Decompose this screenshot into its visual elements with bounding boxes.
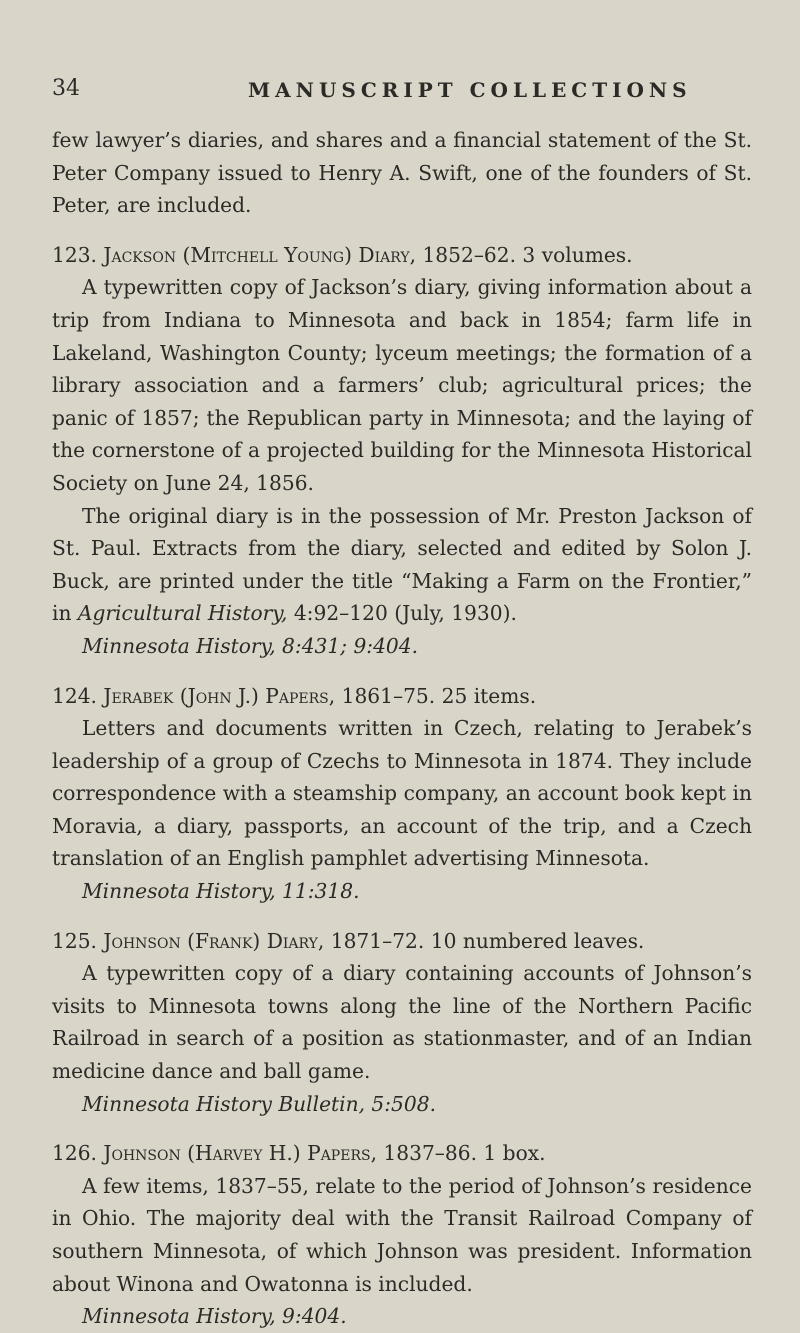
entry-given-name: (Frank): [187, 928, 261, 953]
entry-given-name: (Mitchell Young): [182, 242, 352, 267]
entry-given-name: (Harvey H.): [187, 1141, 301, 1166]
page-number: 34: [52, 76, 80, 101]
entry-description: A typewritten copy of Jackson’s diary, giving information about a trip from Indiana to Minnesota and back in 1854; farm life in Lakeland, Washington County; lyceum meetings; the formation of a library association and a farmers’ club; agricultural prices; the panic of 1857; the Republican party in Minnesota; and the laying of the cornerstone of a projected building for the Minnesota Historical Society on June 24, 1856.: [52, 275, 752, 495]
entry-type: Diary,: [266, 928, 325, 953]
entry-heading: [52, 239, 752, 272]
entry-surname: Jerabek: [103, 683, 174, 708]
entry-124: [52, 680, 752, 908]
entry-given-name: (John J.): [179, 683, 259, 708]
entry-type: Papers,: [307, 1141, 377, 1166]
running-head: [52, 76, 748, 106]
entry-number: 123.: [52, 242, 97, 267]
entry-citation: Minnesota History Bulletin, 5:508.: [82, 1091, 437, 1116]
entry-125: [52, 925, 752, 1121]
entry-description: Letters and documents written in Czech, relating to Jerabek’s leadership of a group of Czechs to Minnesota in 1874. They include correspondence with a steamship company, an account book kept in Moravia, a diary, passports, an account of the trip, and a Czech translation of an English pamphlet advertising Minnesota.: [52, 716, 752, 871]
entry-surname: Johnson: [103, 928, 181, 953]
entry-description: A typewritten copy of a diary containing accounts of Johnson’s visits to Minnesota towns along the line of the Northern Pacific Railroad in search of a position as stationmaster, and of an Indian medicine dance and ball game.: [52, 961, 752, 1084]
entry-surname: Jackson: [103, 242, 177, 267]
entry-type: Papers,: [265, 683, 336, 708]
page-body: [52, 124, 752, 1333]
entry-number: 124.: [52, 683, 97, 708]
entry-description: A few items, 1837–55, relate to the period of Johnson’s residence in Ohio. The majority deal with the Transit Railroad Company of southern Minnesota, of which Johnson was president. Information about Winona and Owatonna is included.: [52, 1173, 752, 1296]
intro-paragraph: few lawyer’s diaries, and shares and a financial statement of the St. Peter Company issued to Henry A. Swift, one of the founders of St. Peter, are included.: [52, 128, 752, 218]
entry-note-reference: 4:92–120 (July, 1930).: [287, 601, 517, 626]
entry-type: Diary,: [358, 242, 417, 267]
entry-heading: [52, 925, 752, 958]
entry-citation: Minnesota History, 9:404.: [82, 1304, 347, 1329]
entry-extent: 1837–86. 1 box.: [383, 1141, 546, 1166]
entry-note: [52, 500, 752, 630]
entry-heading: [52, 680, 752, 713]
entry-note-text: The original diary is in the possession of Mr. Preston Jackson of St. Paul. Extracts from the diary, selected and edited by Solon J. Buck, are printed under the title “Making a Farm on the Frontier,” in: [52, 503, 752, 626]
entry-number: 125.: [52, 928, 97, 953]
entry-126: [52, 1137, 752, 1333]
entry-heading: [52, 1137, 752, 1170]
running-title: MANUSCRIPT COLLECTIONS: [248, 78, 692, 102]
entry-surname: Johnson: [103, 1141, 181, 1166]
entry-note-journal: Agricultural History,: [77, 601, 288, 626]
entry-number: 126.: [52, 1141, 97, 1166]
entry-extent: 1871–72. 10 numbered leaves.: [330, 928, 645, 953]
entry-123: [52, 239, 752, 663]
entry-citation: Minnesota History, 11:318.: [82, 879, 360, 904]
entry-extent: 1852–62. 3 volumes.: [422, 242, 633, 267]
entry-citation: Minnesota History, 8:431; 9:404.: [82, 633, 419, 658]
entry-extent: 1861–75. 25 items.: [341, 683, 537, 708]
